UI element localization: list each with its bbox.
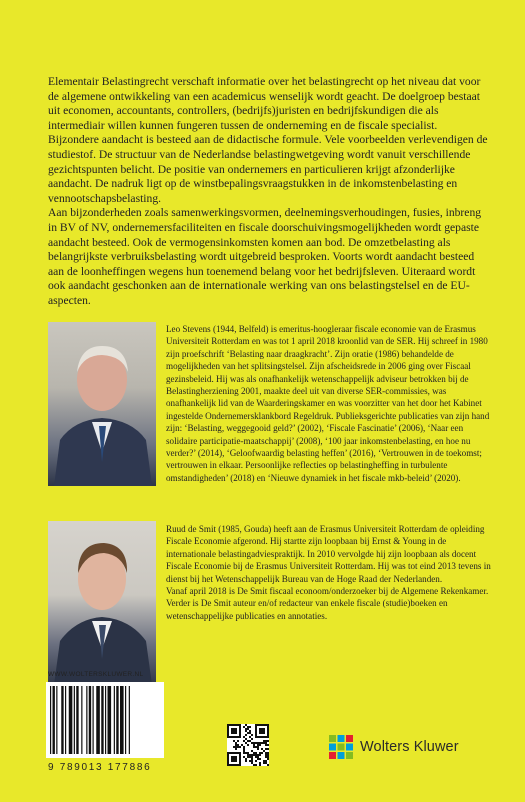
author-photo-desmit xyxy=(48,521,156,685)
intro-paragraph: Elementair Belastingrecht verschaft informatie over het belastingrecht op het niveau dat voor de algemene ontwikkeling van een academicus wenselijk wordt geacht. De doelgroep bestaat uit economen, accountants, controllers, (bedrijfs)juristen en bedrijfskundigen die als intermediair willen kunnen fungeren tussen de onderneming en de fiscale specialist. xyxy=(48,75,481,132)
publisher-name: Wolters Kluwer xyxy=(360,739,459,755)
wolters-kluwer-logo-icon xyxy=(328,734,354,760)
author-photo-stevens xyxy=(48,322,156,486)
back-cover-description xyxy=(48,75,492,309)
isbn-barcode xyxy=(46,682,164,758)
bio-text: Vanaf april 2018 is De Smit fiscaal econoom/onderzoeker bij de Algemene Rekenkamer. Verder is De Smit auteur en/of redacteur van enkele fiscale (studie)boeken en wetenschappelijke publicaties en annotaties. xyxy=(166,586,489,621)
bio-text: Leo Stevens (1944, Belfeld) is emeritus-hoogleraar fiscale economie van de Erasmus Universiteit Rotterdam en was tot 1 april 2018 kroonlid van de SER. Hij schreef in 1980 zijn proefschrift ‘Belasting naar draagkracht’. Zijn oratie (1986) behandelde de mogelijkheden van het splitsingstelsel. Zijn afscheidsrede in 2006 ging over Fiscaal gezinsbeleid. Hij was als onafhankelijk wetenschappelijk adviseur betrokken bij de Belastingherziening 2001, maakte deel uit van diverse SER-commissies, was onafhankelijk lid van de Waarderingskamer en was voorzitter van het door het Kabinet ingestelde Ondernemersklankbord Regeldruk. Publieksgerichte publicaties van zijn hand zijn: ‘Belasting, weggegooid geld?’ (2002), ‘Fiscale Fascinatie’ (2006), ‘Naar een solidaire participatie-maatschappij’ (2008), ‘100 jaar inkomstenbelasting, en hoe nu verder?’ (2014), ‘Geloofwaardig belasting heffen’ (2016), ‘Vertrouwen in de toekomst; vertrouwen in elkaar. Persoonlijke reflecties op belastingheffing in turbulente omstandigheden’ (2018) en ‘Nieuwe dynamiek in het fiscale mkb-beleid’ (2020). xyxy=(166,324,490,483)
author-bio-stevens xyxy=(166,323,492,484)
author-bio-desmit xyxy=(166,523,492,622)
bio-text: Ruud de Smit (1985, Gouda) heeft aan de Erasmus Universiteit Rotterdam de opleiding Fiscale Economie afgerond. Hij startte zijn loopbaan bij Ernst & Young in de internationale belastingadviespraktijk. In 2010 vervolgde hij zijn loopbaan als docent Fiscale Economie bij de Erasmus Universiteit Rotterdam. Hij was tot eind 2013 tevens in dienst bij het Wetenschappelijk Bureau van de Hoge Raad der Nederlanden. xyxy=(166,524,491,584)
intro-paragraph: Aan bijzonderheden zoals samenwerkingsvormen, deelnemingsverhoudingen, fusies, inbreng in BV of NV, ondernemersfaciliteiten en fiscale doorschuivingsmogelijkheden wordt gepaste aandacht besteed. Ook de vermogensinkomsten komen aan bod. De omzetbelasting als belangrijkste verbruiksbelasting wordt uitgebreid besproken. Voorts wordt aandacht besteed aan de loonheffingen wegens hun toenemend belang voor het bedrijfsleven. Uiteraard wordt ook aandacht geschonken aan de internationale werking van ons belastingstelsel en de EU-aspecten. xyxy=(48,206,482,307)
intro-paragraph: Bijzondere aandacht is besteed aan de didactische formule. Vele voorbeelden verlevendigen de studiestof. De structuur van de Nederlandse belastingwetgeving wordt vanuit verschillende gezichtspunten belicht. De positie van ondernemers en particulieren krijgt afzonderlijke aandacht. De nadruk ligt op de winstbepalingsvraagstukken in de inkomstenbelasting en vennootschapsbelasting. xyxy=(48,133,488,205)
isbn-number: 9 789013 177886 xyxy=(48,762,152,773)
publisher-url: WWW.WOLTERSKLUWER.NL xyxy=(48,671,144,678)
publisher-logo xyxy=(328,734,459,760)
qr-code xyxy=(227,724,269,766)
